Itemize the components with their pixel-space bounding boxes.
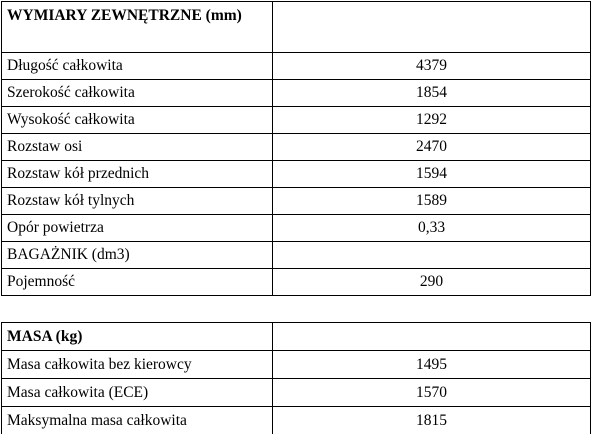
header-value-cell — [273, 323, 591, 351]
table-row — [2, 407, 591, 435]
row-label: Rozstaw osi — [2, 134, 273, 161]
table-row — [2, 351, 591, 379]
external-dimensions-table — [1, 1, 591, 296]
row-value: 1570 — [273, 379, 591, 407]
mass-header: MASA (kg) — [2, 323, 273, 351]
row-value: 1854 — [273, 80, 591, 107]
row-value: 290 — [273, 269, 591, 296]
row-label: Długość całkowita — [2, 53, 273, 80]
row-value: 1589 — [273, 188, 591, 215]
dimensions-header: WYMIARY ZEWNĘTRZNE (mm) — [2, 2, 273, 53]
row-label: BAGAŻNIK (dm3) — [2, 242, 273, 269]
table-row — [2, 188, 591, 215]
table-row — [2, 80, 591, 107]
row-value — [273, 242, 591, 269]
row-value: 1292 — [273, 107, 591, 134]
table-row — [2, 53, 591, 80]
table-row — [2, 134, 591, 161]
row-value: 1815 — [273, 407, 591, 435]
table-row — [2, 269, 591, 296]
table-row — [2, 379, 591, 407]
table-header-row — [2, 323, 591, 351]
table-row — [2, 107, 591, 134]
row-label: Pojemność — [2, 269, 273, 296]
row-value: 4379 — [273, 53, 591, 80]
row-value: 0,33 — [273, 215, 591, 242]
table-header-row — [2, 2, 591, 53]
table-row — [2, 242, 591, 269]
row-value: 1495 — [273, 351, 591, 379]
row-label: Masa całkowita bez kierowcy — [2, 351, 273, 379]
mass-table — [1, 322, 591, 434]
row-label: Opór powietrza — [2, 215, 273, 242]
header-value-cell — [273, 2, 591, 53]
row-label: Wysokość całkowita — [2, 107, 273, 134]
table-row — [2, 161, 591, 188]
row-label: Szerokość całkowita — [2, 80, 273, 107]
row-value: 2470 — [273, 134, 591, 161]
row-label: Masa całkowita (ECE) — [2, 379, 273, 407]
table-row — [2, 215, 591, 242]
row-label: Maksymalna masa całkowita — [2, 407, 273, 435]
row-label: Rozstaw kół przednich — [2, 161, 273, 188]
row-value: 1594 — [273, 161, 591, 188]
row-label: Rozstaw kół tylnych — [2, 188, 273, 215]
